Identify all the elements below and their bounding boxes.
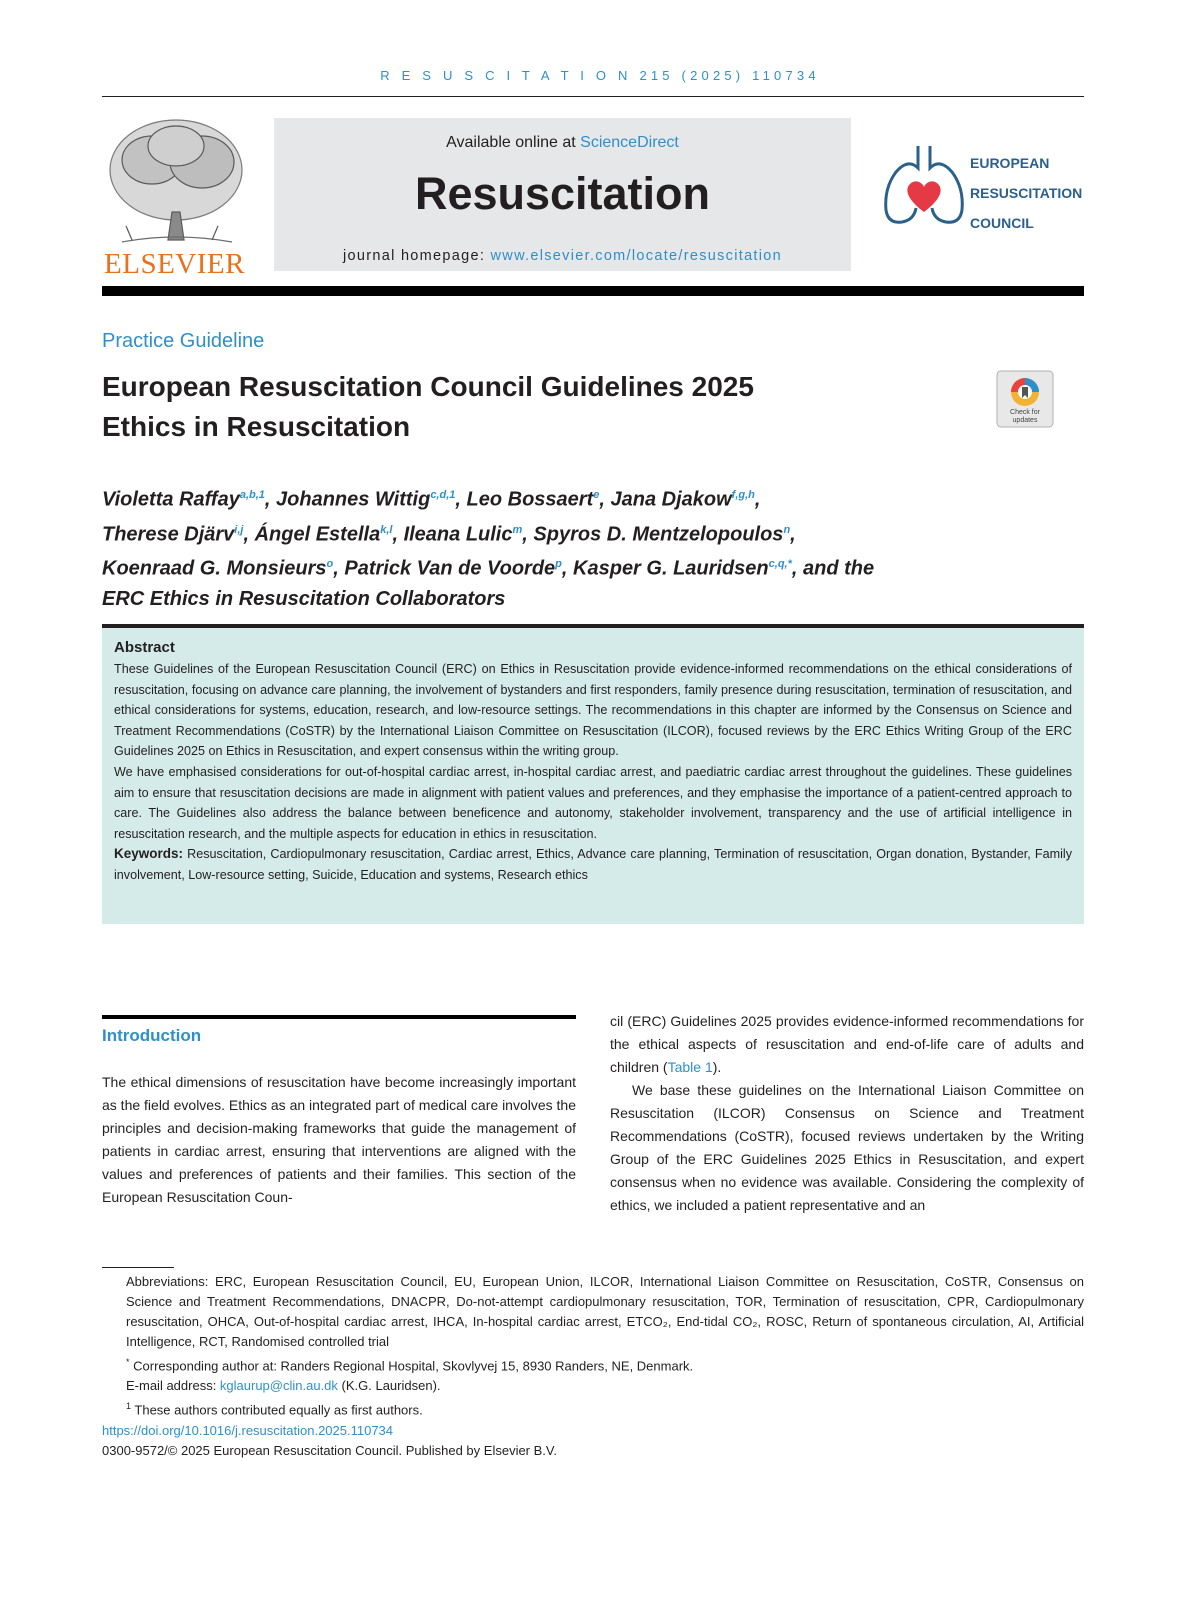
intro-right-column [610, 1010, 1084, 1217]
email-suffix: (K.G. Lauridsen). [337, 1378, 441, 1394]
check-updates-line-1: Check for [1010, 409, 1040, 416]
journal-title: Resuscitation [414, 168, 711, 219]
homepage-link[interactable]: www.elsevier.com/locate/resuscitation [490, 248, 783, 264]
author-separator: , [243, 523, 255, 546]
article-type: Practice Guideline [102, 330, 265, 352]
keywords-list: Resuscitation, Cardiopulmonary resuscitation, Cardiac arrest, Ethics, Advance care planning, Termination of resuscitation, Organ donation, Bystander, Family involvement, Low-resource setting, Suicide, Education and systems, Research ethics [114, 847, 1072, 882]
author-affiliation[interactable]: i,j [234, 523, 244, 536]
intro-continued-end: ). [712, 1059, 722, 1075]
homepage-prefix: journal homepage: [342, 248, 491, 264]
article-title [102, 367, 982, 447]
available-online [274, 134, 851, 152]
author-affiliation[interactable]: c,q,* [768, 558, 792, 571]
abstract-paragraph-2: We have emphasised considerations for out-of-hospital cardiac arrest, in-hospital cardiac arrest, and paediatric cardiac arrest throughout the guidelines. These guidelines aim to ensure that resuscitation decisions are made in alignment with patient values and preferences, and they emphasise the importance of a patient-centred approach to care. The Guidelines also address the balance between beneficence and autonomy, stakeholder involvement, transparency and the use of artificial intelligence in resuscitation research, and the multiple aspects for education in ethics in resuscitation. [114, 764, 1072, 841]
email-prefix: E-mail address: [126, 1378, 220, 1394]
author-separator: , [561, 557, 574, 580]
author-name[interactable]: Violetta Raffay [102, 488, 240, 511]
author-list [102, 480, 1092, 614]
author-separator: , [455, 488, 467, 511]
author-affiliation[interactable]: a,b,1 [239, 489, 265, 501]
author-affiliation[interactable]: m [512, 523, 523, 536]
author-name[interactable]: Therese Djärv [102, 523, 235, 546]
author-affiliation[interactable]: c,d,1 [430, 489, 456, 501]
author-affiliation[interactable]: e [593, 489, 600, 501]
intro-paragraph-1: The ethical dimensions of resuscitation have become increasingly important as the field evolves. Ethics as an integrated part of medical care involves the principles and decision-making frameworks that guide the management of patients in cardiac arrest, ensuring that interventions are aligned with the values and preferences of patients and their families. This section of the European Resuscitation Coun- [102, 1074, 576, 1205]
doi-link[interactable]: https://doi.org/10.1016/j.resuscitation.2025.110734 [102, 1422, 394, 1438]
author-separator: , and the [791, 557, 875, 580]
author-name[interactable]: ERC Ethics in Resuscitation Collaborators [102, 587, 506, 610]
author-affiliation[interactable]: n [783, 523, 791, 536]
equal-text: These authors contributed equally as first authors. [131, 1402, 423, 1418]
title-line-1: European Resuscitation Council Guidelines 2025 [102, 371, 754, 402]
available-prefix: Available online at [446, 134, 581, 151]
title-line-2: Ethics in Resuscitation [102, 411, 411, 442]
header-rule [102, 96, 1084, 97]
intro-left-column [102, 1071, 576, 1209]
running-head: R E S U S C I T A T I O N 215 (2025) 110734 [380, 68, 820, 83]
doi-line [102, 1421, 1084, 1441]
author-name[interactable]: Johannes Wittig [276, 488, 431, 511]
author-separator: , [790, 523, 796, 546]
intro-continued-text: cil (ERC) Guidelines 2025 provides evidence-informed recommendations for the ethical aspects of resuscitation and end-of-life care of adults and children ( [610, 1013, 1084, 1075]
keywords-label: Keywords: [114, 846, 184, 862]
erc-line-2: RESUSCITATION [970, 185, 1083, 201]
author-name[interactable]: Spyros D. Mentzelopoulos [533, 523, 784, 546]
introduction-heading: Introduction [102, 1026, 202, 1045]
corresponding-mark: * [126, 1357, 130, 1367]
author-name[interactable]: Jana Djakow [610, 488, 732, 511]
abstract-content [114, 637, 1072, 886]
section-rule [102, 1015, 576, 1019]
footnotes [102, 1272, 1084, 1461]
equal-contribution-footnote [102, 1396, 1084, 1420]
author-separator: , [333, 557, 345, 580]
author-name[interactable]: Leo Bossaert [466, 488, 594, 511]
author-affiliation[interactable]: o [326, 558, 334, 571]
author-separator: , [599, 488, 611, 511]
author-affiliation[interactable]: k,l [380, 523, 393, 536]
corresponding-text: Corresponding author at: Randers Regional Hospital, Skovlyvej 15, 8930 Randers, NE, Denmark. [129, 1358, 694, 1374]
author-name[interactable]: Koenraad G. Monsieurs [102, 557, 327, 580]
erc-line-3: COUNCIL [970, 215, 1034, 231]
sciencedirect-link[interactable]: ScienceDirect [580, 134, 679, 151]
intro-paragraph-2: We base these guidelines on the International Liaison Committee on Resuscitation (ILCOR) Consensus on Science and Treatment Recommendations (CoSTR), focused reviews undertaken by the Writing Group of the ERC Guidelines 2025 Ethics in Resuscitation, and expert consensus when no evidence was available. Considering the complexity of ethics, we included a patient representative and an [610, 1082, 1084, 1213]
erc-wordmark [970, 148, 1100, 238]
author-separator: , [264, 488, 277, 511]
corresponding-author-footnote [102, 1352, 1084, 1376]
author-separator: , [522, 523, 534, 546]
email-footnote [102, 1376, 1084, 1396]
keywords [114, 844, 1072, 885]
check-updates-line-2: updates [1012, 417, 1038, 424]
email-link[interactable]: kglaurup@clin.au.dk [219, 1378, 338, 1394]
author-name[interactable]: Kasper G. Lauridsen [573, 557, 769, 580]
abstract-heading: Abstract [114, 639, 175, 656]
intro-paragraph-continued [610, 1010, 1084, 1079]
author-name[interactable]: Ángel Estella [254, 523, 381, 546]
abbreviations-footnote: Abbreviations: ERC, European Resuscitation Council, EU, European Union, ILCOR, International Liaison Committee on Resuscitation, CoSTR, Consensus on Science and Treatment Recommendations, DNACPR, Do-not-attempt cardiopulmonary resuscitation, TOR, Termination of resuscitation, CPR, Cardiopulmonary resuscitation, OHCA, Out-of-hospital cardiac arrest, IHCA, In-hospital cardiac arrest, ETCO₂, End-tidal CO₂, ROSC, Return of spontaneous circulation, AI, Artificial Intelligence, RCT, Randomised controlled trial [126, 1274, 1084, 1349]
check-for-updates-badge[interactable] [996, 370, 1054, 428]
author-affiliation[interactable]: f,g,h [731, 489, 755, 501]
equal-mark: 1 [126, 1401, 132, 1412]
author-name[interactable]: Ileana Lulic [403, 523, 513, 546]
author-name[interactable]: Patrick Van de Voorde [344, 557, 556, 580]
masthead-rule [102, 286, 1084, 296]
author-affiliation[interactable]: p [555, 558, 562, 571]
elsevier-wordmark: ELSEVIER [104, 248, 245, 280]
author-separator: , [392, 523, 404, 546]
erc-line-1: EUROPEAN [970, 155, 1050, 171]
author-separator: , [754, 488, 761, 511]
journal-homepage [274, 248, 851, 264]
erc-lungs-heart-logo [878, 138, 970, 230]
footnote-rule [102, 1267, 174, 1268]
abstract-paragraph-1: These Guidelines of the European Resuscitation Council (ERC) on Ethics in Resuscitation provide evidence-informed recommendations on the ethical considerations of resuscitation, focusing on advance care planning, the involvement of bystanders and first responders, family presence during resuscitation, termination of resuscitation, and ethical considerations for systems, education, research, and low-resource settings. The recommendations in this chapter are informed by the Consensus on Science and Treatment Recommendations (CoSTR) by the International Liaison Committee on Resuscitation (ILCOR), focused reviews by the ERC Ethics Writing Group of the ERC Guidelines 2025 on Ethics in Resuscitation, and expert consensus within the writing group. [114, 662, 1072, 759]
table-1-link[interactable]: Table 1 [667, 1059, 713, 1075]
copyright-line: 0300-9572/© 2025 European Resuscitation Council. Published by Elsevier B.V. [102, 1442, 557, 1458]
